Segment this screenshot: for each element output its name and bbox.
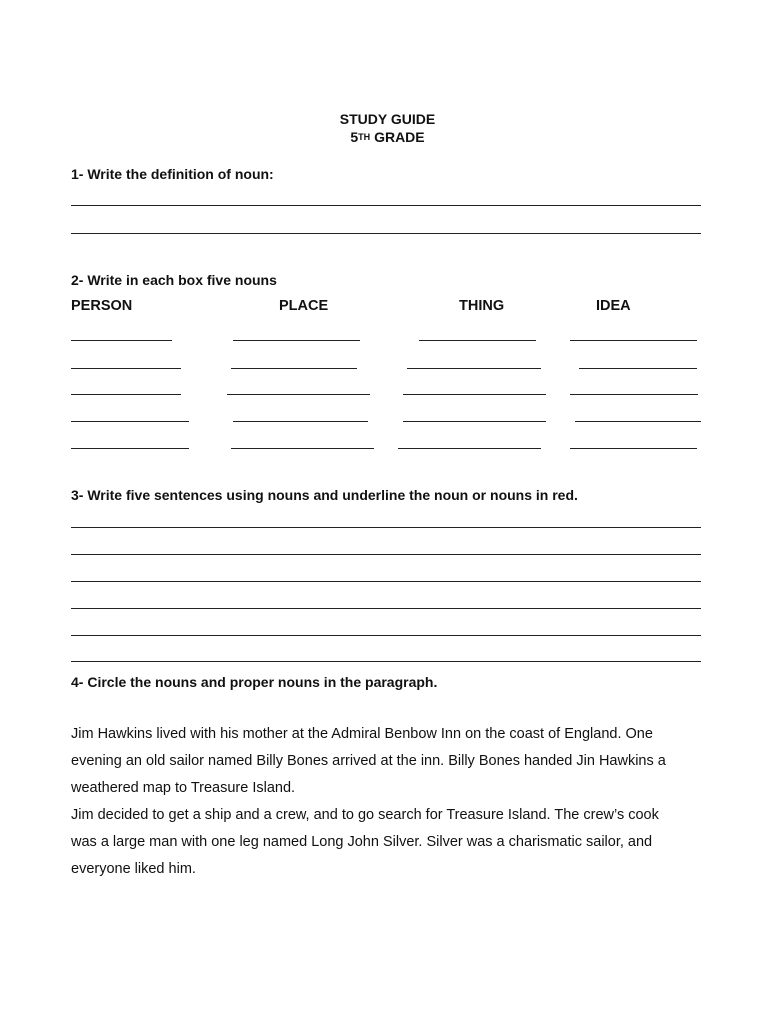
idea-blank[interactable] (579, 368, 697, 369)
paragraph-line: everyone liked him. (71, 861, 196, 877)
person-blank[interactable] (71, 340, 172, 341)
answer-line[interactable] (71, 233, 701, 234)
page-title: STUDY GUIDE (339, 111, 436, 127)
paragraph-line: evening an old sailor named Billy Bones arrived at the inn. Billy Bones handed Jin Hawkins a (71, 753, 666, 769)
person-blank[interactable] (71, 368, 181, 369)
idea-blank[interactable] (570, 394, 698, 395)
place-blank[interactable] (227, 394, 370, 395)
idea-blank[interactable] (570, 340, 697, 341)
person-blank[interactable] (71, 421, 189, 422)
thing-blank[interactable] (403, 421, 546, 422)
grade-word: GRADE (374, 129, 425, 145)
person-blank[interactable] (71, 394, 181, 395)
grade-heading (0, 129, 770, 145)
column-header-thing: THING (459, 298, 505, 314)
sentence-line[interactable] (71, 554, 701, 555)
thing-blank[interactable] (419, 340, 536, 341)
question-4-prompt: 4- Circle the nouns and proper nouns in the paragraph. (71, 674, 438, 690)
place-blank[interactable] (231, 448, 374, 449)
thing-blank[interactable] (403, 394, 546, 395)
question-1-prompt: 1- Write the definition of noun: (71, 166, 274, 182)
paragraph-line: weathered map to Treasure Island. (71, 780, 296, 796)
paragraph-line: Jim Hawkins lived with his mother at the Admiral Benbow Inn on the coast of England. One (71, 726, 653, 742)
thing-blank[interactable] (407, 368, 541, 369)
person-blank[interactable] (71, 448, 189, 449)
place-blank[interactable] (231, 368, 357, 369)
grade-suffix: TH (358, 132, 371, 142)
grade-number: 5 (350, 129, 359, 145)
paragraph-line: Jim decided to get a ship and a crew, and to go search for Treasure Island. The crew’s cook (71, 807, 659, 823)
sentence-line[interactable] (71, 527, 701, 528)
answer-line[interactable] (71, 205, 701, 206)
column-header-idea: IDEA (596, 298, 631, 314)
sentence-line[interactable] (71, 581, 701, 582)
idea-blank[interactable] (570, 448, 697, 449)
question-2-prompt: 2- Write in each box five nouns (71, 272, 277, 288)
paragraph-line: was a large man with one leg named Long John Silver. Silver was a charismatic sailor, and (71, 834, 653, 850)
sentence-line[interactable] (71, 635, 701, 636)
idea-blank[interactable] (575, 421, 701, 422)
question-3-prompt: 3- Write five sentences using nouns and underline the noun or nouns in red. (71, 487, 578, 503)
sentence-line[interactable] (71, 608, 701, 609)
place-blank[interactable] (233, 421, 368, 422)
thing-blank[interactable] (398, 448, 541, 449)
sentence-line[interactable] (71, 661, 701, 662)
place-blank[interactable] (233, 340, 360, 341)
column-header-person: PERSON (71, 298, 133, 314)
column-header-place: PLACE (279, 298, 329, 314)
